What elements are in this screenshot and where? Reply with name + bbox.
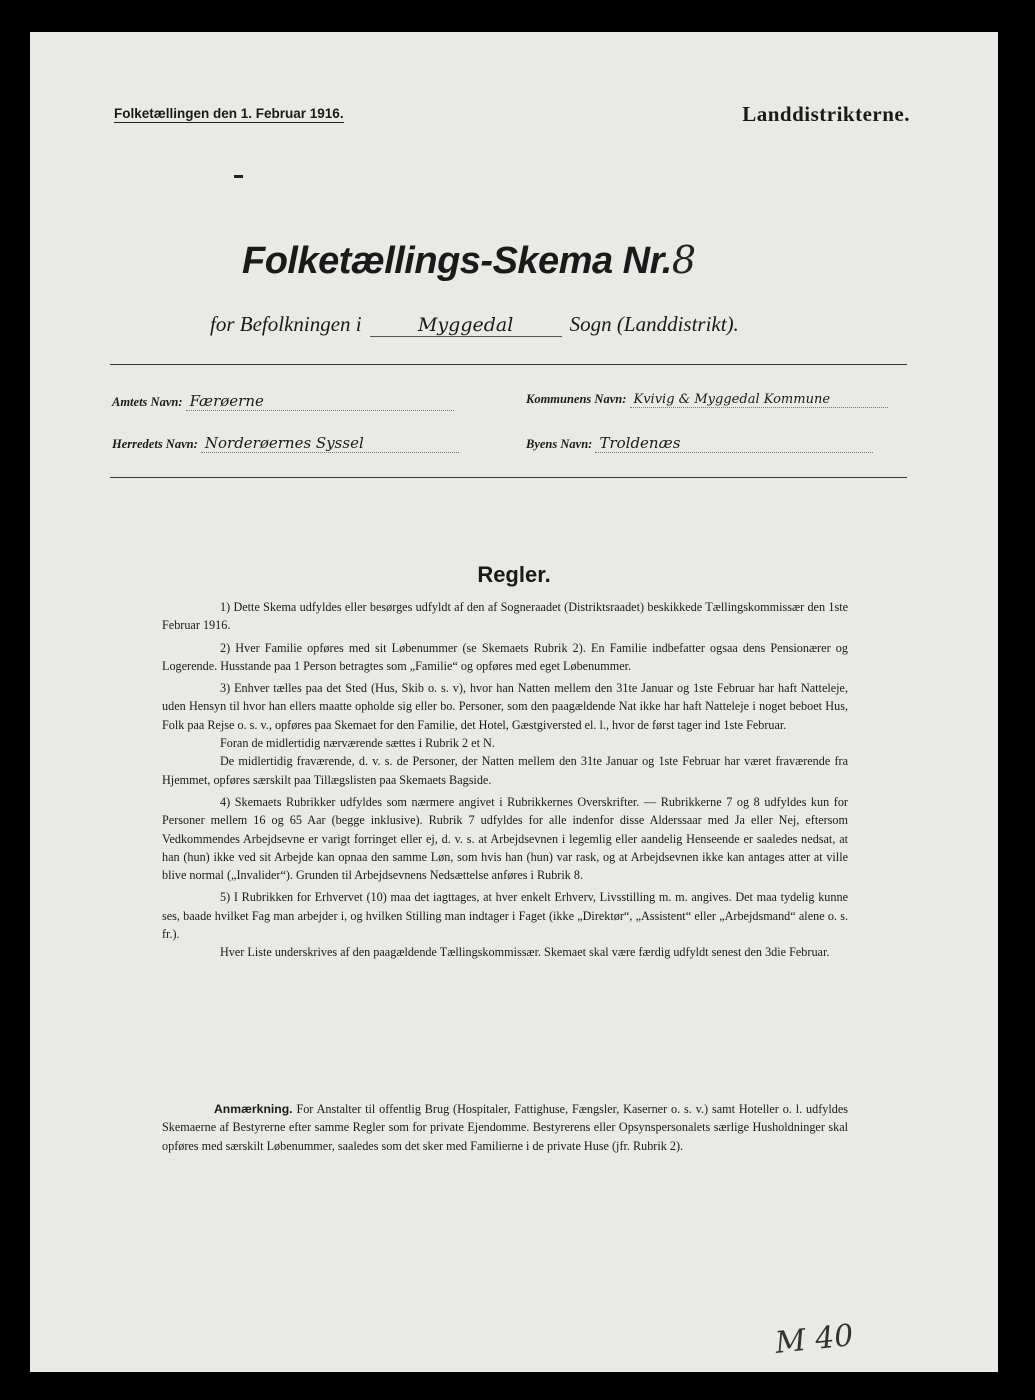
kommune-label: Kommunens Navn: — [526, 392, 627, 406]
amt-value: Færøerne — [186, 392, 454, 411]
divider-top — [110, 364, 907, 365]
by-field — [526, 434, 873, 453]
amt-label: Amtets Navn: — [112, 395, 183, 409]
herred-value: Norderøernes Syssel — [201, 434, 459, 453]
faint-handwriting — [58, 74, 64, 100]
rule-5-signature: Hver Liste underskrives af den paagældende Tællingskommissær. Skemaet skal være færdig udfyldt senest den 3die Februar. — [220, 945, 830, 960]
kommune-field — [526, 392, 888, 408]
by-label: Byens Navn: — [526, 437, 593, 451]
census-date-header: Folketællingen den 1. Februar 1916. — [114, 106, 344, 121]
rule-3-absent: De midlertidig fraværende, d. v. s. de Personer, der Natten mellem den 31te Januar og 1ste Februar har været fraværende fra Hjemmet, opføres særskilt paa Tillægslisten paa Skemaets Bagside. — [162, 754, 848, 787]
form-title — [242, 238, 782, 283]
rule-3-present: Foran de midlertidig nærværende sættes i Rubrik 2 et N. — [220, 736, 495, 751]
herred-field — [112, 434, 459, 453]
census-form-page — [30, 32, 998, 1372]
remark-block — [162, 1100, 848, 1155]
rule-2: 2) Hver Familie opføres med sit Løbenummer (se Skemaets Rubrik 2). En Familie indbefatter ogsaa dens Pensionærer og Logerende. Husstande paa 1 Person betragtes som „Familie“ og opføres med eget Løbenummer. — [162, 640, 848, 673]
amt-field — [112, 392, 454, 411]
rule-4: 4) Skemaets Rubrikker udfyldes som nærmere angivet i Rubrikkernes Overskrifter. — Rubrikkerne 7 og 8 udfyldes kun for Personer mellem 16 og 65 Aar (begge inklusive). Rubrik 7 udfyldes for alle indenfor disse Alderssaar med Ja eller Nej, eftersom Vedkommendes Arbejdsevne er varigt forringet eller ej, d. v. s. at Arbejdsevnen i legemlig eller aandelig Henseende er saaledes nedsat, at han (hun) ikke ved sit Arbejde kan opnaa den samme Løn, som hvis han (hun) var rask, og at Arbejdsevnen ikke kan antages atter at ville blive normal („Invalider“). Grunden til Arbejdsevnens Nedsættelse anføres i Rubrik 8. — [162, 794, 848, 883]
handwritten-mark: M 40 — [773, 1317, 856, 1362]
population-subline — [210, 312, 850, 342]
remark-text: For Anstalter til offentlig Brug (Hospitaler, Fattighuse, Fængsler, Kaserner o. s. v.) samt Hoteller o. l. udfyldes Skemaerne af Bestyrerne efter samme Regler som for private Ejendomme. Bestyrerens eller Opsynspersonalets særlige Husholdninger skal opføres med særskilt Løbenummer, saaledes som det sker med Familierne i de private Huse (jfr. Rubrik 2). — [162, 1102, 848, 1153]
subline-prefix: for Befolkningen i — [210, 312, 362, 336]
rule-5: 5) I Rubrikken for Erhvervet (10) maa det iagttages, at hver enkelt Erhverv, Livsstilling m. m. angives. Det maa tydelig kunne ses, baade hvilket Fag man arbejder i, og hvilken Stilling man indtager i Faget (ikke „Direktør“, „Assistent“ eller „Arbejdsmand“ alene o. s. fr.). — [162, 890, 848, 942]
rules-heading: Regler. — [477, 562, 551, 587]
rule-1: 1) Dette Skema udfyldes eller besørges udfyldt af den af Sogneraadet (Distriktsraadet) beskikkede Tællingskommissær den 1ste Februar 1916. — [162, 600, 848, 633]
divider-bottom — [110, 477, 907, 478]
district-type-header: Landdistrikterne. — [742, 102, 910, 126]
kommune-value: Kvivig & Myggedal Kommune — [630, 392, 888, 408]
by-value: Troldenæs — [595, 434, 873, 453]
form-title-text: Folketællings-Skema Nr. — [242, 240, 672, 282]
herred-label: Herredets Navn: — [112, 437, 198, 451]
rules-list — [162, 598, 848, 966]
form-number: 8 — [671, 238, 696, 282]
dash-mark — [234, 175, 243, 178]
parish-name-value: Myggedal — [370, 314, 562, 337]
rule-3: 3) Enhver tælles paa det Sted (Hus, Skib o. s. v), hvor han Natten mellem den 31te Januar og 1ste Februar har haft Natteleje, uden Hensyn til hvor han ellers maatte opholde sig eller bo. Personer, som den paagældende Nat ikke har haft Natteleje i noget beboet Hus, Folk paa Rejse o. s. v., opføres paa Skemaet for den Familie, det Hotel, Gæstgiversted el. l., hvor de først tager ind 1ste Februar. — [162, 681, 848, 732]
subline-suffix: Sogn (Landdistrikt). — [569, 312, 739, 336]
remark-lead: Anmærkning. — [214, 1102, 293, 1116]
